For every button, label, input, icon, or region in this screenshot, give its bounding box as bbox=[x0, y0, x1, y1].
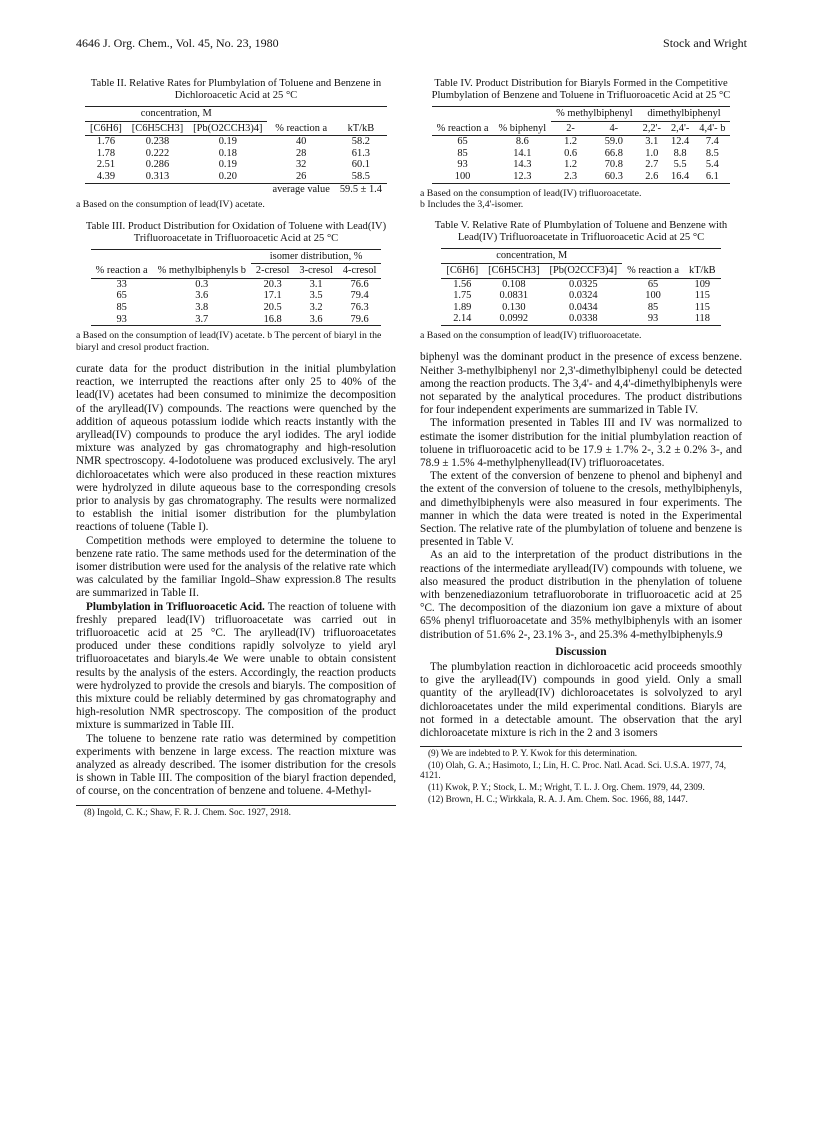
table-ii bbox=[76, 78, 396, 211]
table-ii-group-header: concentration, M bbox=[85, 107, 267, 122]
table-iv-footnote bbox=[420, 188, 742, 211]
table-row bbox=[441, 278, 720, 290]
table-cell: 93 bbox=[91, 314, 153, 326]
table-cell: 65 bbox=[647, 278, 659, 290]
table-iv-title: Product Distribution for Biaryls Formed in the Competitive Plumbylation of Benzene and Toluene in Trifluoroacetic Acid at 25 °C bbox=[431, 78, 731, 101]
table-cell: 3.6 bbox=[195, 290, 209, 302]
table-cell: 70.8 bbox=[604, 159, 623, 171]
table-cell: 12.3 bbox=[494, 171, 552, 183]
table-v-caption bbox=[420, 220, 742, 244]
footnote-rule bbox=[76, 805, 396, 806]
table-iv-col-header: % reaction a bbox=[432, 107, 494, 136]
table-cell: 85 bbox=[116, 301, 127, 313]
table-row bbox=[432, 148, 731, 160]
table-cell: 1.2 bbox=[564, 136, 578, 148]
header-journal: 4646 J. Org. Chem., Vol. 45, No. 23, 1980 bbox=[76, 36, 279, 50]
section-run-in-heading: Plumbylation in Trifluoroacetic Acid. bbox=[86, 600, 265, 613]
table-cell: 1.2 bbox=[564, 159, 578, 171]
table-iv-sub-header: 4- bbox=[590, 121, 638, 136]
table-cell: 0.0992 bbox=[483, 313, 544, 325]
table-cell: 0.0831 bbox=[499, 290, 529, 302]
table-iii-col-header: % reaction a bbox=[91, 249, 153, 278]
body-paragraph: curate data for the product distribution in the initial plumbylation reaction, we interrupted the reactions after only 25 to 40% of the lead(IV) acetates had been consumed to minimize the decomposition of the aryllead(IV) compounds. The reactions were quenched by the addition of aqueous potassium iodide which reacts instantly with the aryllead(IV) compounds to produce the aryl iodides. The aryl iodide mixture was analyzed by gas chromatography and high-resolution NMR spectroscopy. 4-Iodotoluene was produced exclusively. The aryl dichloroacetates which were also produced in these reaction mixtures were hydrolyzed in dilute aqueous base to the corresponding cresols prior to analysis by gas chromatography. The results were normalized to establish the initial isomer distribution for the plumbylation reactions of toluene (Table I). bbox=[76, 362, 396, 534]
table-row bbox=[85, 136, 387, 148]
table-row bbox=[432, 159, 731, 171]
table-ii-footnote: a Based on the consumption of lead(IV) acetate. bbox=[76, 199, 265, 211]
table-iv-sub-header: 2,2'- bbox=[638, 121, 666, 136]
table-cell: 85 bbox=[457, 147, 468, 159]
table-cell: 85 bbox=[647, 301, 659, 313]
table-cell: 100 bbox=[432, 171, 494, 183]
table-cell: 79.4 bbox=[350, 290, 369, 302]
table-ii-col-header: [C6H6] bbox=[85, 121, 127, 136]
table-v-col-header: [Pb(O2CCF3)4] bbox=[545, 263, 623, 278]
table-cell: 66.8 bbox=[604, 147, 623, 159]
table-iv-footnote-b: b Includes the 3,4'-isomer. bbox=[420, 198, 524, 210]
table-cell: 65 bbox=[457, 136, 468, 148]
table-cell: 76.6 bbox=[350, 278, 369, 290]
table-cell: 76.3 bbox=[350, 301, 369, 313]
table-iv bbox=[420, 78, 742, 210]
table-cell: 0.222 bbox=[145, 147, 170, 159]
table-v-title: Relative Rate of Plumbylation of Toluene and Benzene with Lead(IV) Trifluoroacetate in Trifluoroacetic Acid at 25 °C bbox=[457, 220, 728, 244]
table-cell: 1.0 bbox=[645, 147, 659, 159]
table-cell: 20.5 bbox=[263, 301, 282, 313]
table-iv-grid bbox=[432, 106, 731, 184]
table-ii-col-header: [C6H5CH3] bbox=[127, 121, 188, 136]
table-iii bbox=[76, 221, 396, 353]
table-v-col-header: [C6H5CH3] bbox=[483, 263, 544, 278]
table-ii-col-header: kT/kB bbox=[335, 121, 387, 136]
table-cell: 79.6 bbox=[338, 314, 381, 326]
table-iv-sub-header: 2,4'- bbox=[666, 121, 694, 136]
table-cell: 8.8 bbox=[673, 147, 687, 159]
body-paragraph bbox=[76, 601, 396, 733]
table-iii-caption bbox=[76, 221, 396, 245]
table-cell: 60.1 bbox=[351, 159, 370, 171]
table-v-label: Table V. bbox=[434, 220, 470, 232]
table-cell: 12.4 bbox=[671, 136, 690, 148]
table-iii-group-header: isomer distribution, % bbox=[251, 249, 381, 264]
table-iv-col-header: % biphenyl bbox=[494, 107, 552, 136]
table-cell: 109 bbox=[694, 278, 711, 290]
table-cell: 65 bbox=[116, 290, 127, 302]
body-text: The reaction of toluene with freshly prepared lead(IV) trifluoroacetate was carried out in trifluoroacetic acid at 25 °C. The aryllead(IV) trifluoroacetates produced under these conditions rapidly solvolyze to yield aryl trifluoroacetates and biaryls.4e We were unable to obtain consistent results by the analysis of the esters. Accordingly, the reaction products were hydrolyzed to provide the cresols and biaryls. The composition of this mixture could be reliably determined by gas chromatography and high-resolution NMR spectroscopy. The composition of the product mixture is summarized in Table III. bbox=[76, 600, 396, 732]
table-cell: 33 bbox=[116, 278, 127, 290]
table-cell: 0.286 bbox=[145, 159, 170, 171]
body-paragraph: biphenyl was the dominant product in the presence of excess benzene. Neither 3-methylbiphenyl nor 2,3'-dimethylbiphenyl could be detected among the reaction products. The 3,4'- and 4,4'-dimethylbiphenyls were not separated by the analytical procedures. The product distributions for four independent experiments are summarized in Table IV. bbox=[420, 351, 742, 417]
table-cell: 0.20 bbox=[188, 171, 267, 183]
footnote-rule bbox=[420, 746, 742, 747]
section-heading-discussion: Discussion bbox=[555, 645, 607, 658]
table-cell: 118 bbox=[684, 313, 721, 325]
body-paragraph: The extent of the conversion of benzene to phenol and biphenyl and the extent of the conversion of toluene to the cresols, methylbiphenyls, and dimethylbiphenyls were also measured in four experiments. The manner in which the data were treated is noted in the Experimental Section. The relative rate of the plumbylation of toluene and benzene is presented in Table V. bbox=[420, 470, 742, 549]
footnote: (12) Brown, H. C.; Wirkkala, R. A. J. Am. Chem. Soc. 1966, 88, 1447. bbox=[428, 793, 688, 804]
table-cell: 3.5 bbox=[309, 290, 323, 302]
table-cell: 0.6 bbox=[564, 147, 578, 159]
table-cell: 0.108 bbox=[502, 278, 526, 290]
table-cell: 3.1 bbox=[645, 136, 659, 148]
table-cell: 93 bbox=[457, 159, 468, 171]
table-cell: 16.4 bbox=[666, 171, 694, 183]
table-iii-col-header: % methylbiphenyls b bbox=[153, 249, 251, 278]
body-paragraph: The toluene to benzene rate ratio was determined by competition experiments with benzene in large excess. The reaction mixture was analyzed as already described. The isomer distribution for the cresols is shown in Table III. The composition of the biaryl fraction depended, of course, on the concentration of benzene and toluene. 4-Methyl- bbox=[76, 732, 396, 798]
table-iv-group-header: % methylbiphenyl bbox=[551, 107, 637, 122]
table-cell: 4.39 bbox=[85, 171, 127, 183]
body-paragraph: The plumbylation reaction in dichloroacetic acid proceeds smoothly to give the aryllead(IV) compounds in good yield. Only a small quantity of the aryllead(IV) dichloroacetates is solvolyzed to aryl dichloroacetates under the mild experimental conditions. Biaryls are not formed in a detectable amount. The observation that the aryl dichloroacetate mixture is rich in the 2 and 3 isomers bbox=[420, 661, 742, 740]
table-iii-sub-header: 2-cresol bbox=[251, 264, 294, 279]
running-header bbox=[76, 36, 747, 54]
table-cell: 5.4 bbox=[705, 159, 719, 171]
table-iv-caption bbox=[420, 78, 742, 102]
table-cell: 8.6 bbox=[515, 136, 529, 148]
table-iii-title: Product Distribution for Oxidation of Toluene with Lead(IV) Trifluoroacetate in Trifluoroacetic Acid at 25 °C bbox=[127, 220, 387, 244]
table-cell: 0.3 bbox=[195, 278, 209, 290]
table-cell: 2.3 bbox=[551, 171, 590, 183]
table-v-footnote: a Based on the consumption of lead(IV) trifluoroacetate. bbox=[420, 329, 642, 341]
table-cell: 60.3 bbox=[590, 171, 638, 183]
table-iv-sub-header: 2- bbox=[551, 121, 590, 136]
table-ii-average-value: 59.5 ± 1.4 bbox=[339, 183, 382, 195]
right-column bbox=[420, 78, 742, 805]
table-cell: 58.5 bbox=[335, 171, 387, 183]
table-v-col-header: [C6H6] bbox=[441, 263, 483, 278]
footnote: (8) Ingold, C. K.; Shaw, F. R. J. Chem. Soc. 1927, 2918. bbox=[84, 806, 291, 817]
table-row bbox=[441, 313, 720, 325]
table-cell: 7.4 bbox=[705, 136, 719, 148]
table-cell: 1.89 bbox=[453, 301, 472, 313]
table-iii-sub-header: 4-cresol bbox=[338, 264, 381, 279]
table-cell: 20.3 bbox=[263, 278, 282, 290]
table-cell: 14.1 bbox=[513, 147, 532, 159]
body-paragraph: As an aid to the interpretation of the product distributions in the reactions of the intermediate aryllead(IV) compounds with toluene, we also measured the product distribution in the phenylation of toluene with benzenediazonium tetrafluoroborate in trifluoroacetic acid at 25 °C. The decomposition of the diazonium ion gave a mixture of about 65% phenyl trifluoroacetate and 35% methylbiphenyls with an isomer distribution of 51.6% 2-, 23.1% 3-, and 25.3% 4-methylbiphenyls.9 bbox=[420, 549, 742, 641]
table-ii-label: Table II. bbox=[90, 78, 127, 89]
table-cell: 0.0434 bbox=[569, 301, 598, 313]
table-cell: 2.51 bbox=[96, 159, 116, 171]
table-cell: 28 bbox=[295, 147, 307, 159]
table-cell: 32 bbox=[295, 159, 307, 171]
table-cell: 40 bbox=[295, 136, 307, 148]
table-row bbox=[91, 314, 382, 326]
table-cell: 3.2 bbox=[309, 301, 323, 313]
left-column bbox=[76, 78, 396, 818]
table-cell: 3.8 bbox=[195, 301, 209, 313]
table-cell: 3.1 bbox=[309, 278, 323, 290]
table-cell: 2.14 bbox=[441, 313, 483, 325]
table-ii-grid bbox=[85, 106, 387, 195]
footnotes bbox=[76, 807, 396, 818]
table-cell: 17.1 bbox=[263, 290, 282, 302]
table-ii-col-header: % reaction a bbox=[267, 121, 334, 136]
table-iii-footnote: a Based on the consumption of lead(IV) acetate. b The percent of biaryl in the biaryl and cresol product fraction. bbox=[76, 330, 382, 353]
table-cell: 0.130 bbox=[502, 301, 526, 313]
table-row bbox=[441, 302, 720, 314]
table-ii-title: Relative Rates for Plumbylation of Toluene and Benzene in Dichloroacetic Acid at 25 °C bbox=[129, 78, 382, 101]
body-paragraph: Competition methods were employed to determine the toluene to benzene rate ratio. The same methods used for the determination of the isomer distribution were used for the analysis of the relative rate which was calculated by the familiar Ingold–Shaw expression.8 The results are summarized in Table II. bbox=[76, 534, 396, 600]
table-cell: 2.6 bbox=[638, 171, 666, 183]
table-cell: 100 bbox=[645, 290, 661, 302]
table-row bbox=[91, 302, 382, 314]
table-cell: 16.8 bbox=[251, 314, 294, 326]
table-cell: 0.238 bbox=[145, 136, 170, 148]
table-ii-col-header: [Pb(O2CCH3)4] bbox=[188, 121, 267, 136]
table-cell: 3.7 bbox=[153, 314, 251, 326]
table-row bbox=[85, 148, 387, 160]
table-cell: 0.18 bbox=[218, 147, 237, 159]
table-cell: 1.56 bbox=[453, 278, 472, 290]
table-cell: 0.0324 bbox=[569, 290, 598, 302]
footnotes bbox=[420, 748, 742, 804]
table-iii-label: Table III. bbox=[85, 220, 126, 232]
table-ii-caption bbox=[76, 78, 396, 102]
table-cell: 59.0 bbox=[604, 136, 623, 148]
table-cell: 58.2 bbox=[351, 136, 370, 148]
table-cell: 0.0338 bbox=[545, 313, 623, 325]
table-v-col-header: kT/kB bbox=[684, 263, 721, 278]
table-v-col-header: % reaction a bbox=[622, 263, 684, 278]
footnote: (10) Olah, G. A.; Hasimoto, I.; Lin, H. C. Proc. Natl. Acad. Sci. U.S.A. 1977, 74, 4121. bbox=[420, 759, 727, 781]
table-cell: 2.7 bbox=[645, 159, 659, 171]
table-iv-group-header: dimethylbiphenyl bbox=[638, 107, 731, 122]
table-row bbox=[432, 171, 731, 183]
body-paragraph: The information presented in Tables III and IV was normalized to estimate the isomer distribution for the initial plumbylation reaction of toluene in trifluoroacetic acid to be 17.9 ± 1.7% 2-, 3.2 ± 0.2% 3-, and 78.9 ± 1.5% 4-methylphenyllead(IV) trifluoroacetates. bbox=[420, 417, 742, 469]
table-cell: 0.19 bbox=[218, 159, 237, 171]
table-cell: 3.6 bbox=[294, 314, 337, 326]
table-cell: 0.313 bbox=[127, 171, 188, 183]
table-cell: 1.75 bbox=[453, 290, 472, 302]
table-iv-label: Table IV. bbox=[434, 78, 473, 89]
table-row bbox=[441, 290, 720, 302]
table-ii-average-label: average value bbox=[272, 183, 330, 195]
table-iii-grid bbox=[91, 249, 382, 327]
table-cell: 6.1 bbox=[694, 171, 730, 183]
table-row bbox=[91, 278, 382, 290]
table-v-grid bbox=[441, 248, 720, 326]
table-row bbox=[91, 290, 382, 302]
footnote: (9) We are indebted to P. Y. Kwok for this determination. bbox=[428, 748, 638, 759]
header-authors: Stock and Wright bbox=[663, 36, 747, 50]
table-cell: 0.19 bbox=[218, 136, 237, 148]
table-cell: 1.78 bbox=[96, 147, 116, 159]
table-iii-sub-header: 3-cresol bbox=[294, 264, 337, 279]
table-row bbox=[85, 171, 387, 183]
table-row bbox=[432, 136, 731, 148]
table-v-group-header: concentration, M bbox=[441, 249, 622, 264]
table-cell: 8.5 bbox=[705, 147, 719, 159]
table-cell: 26 bbox=[267, 171, 334, 183]
table-iv-footnote-a: a Based on the consumption of lead(IV) trifluoroacetate. bbox=[420, 187, 642, 199]
table-cell: 0.0325 bbox=[569, 278, 598, 290]
table-cell: 115 bbox=[694, 290, 710, 302]
table-cell: 61.3 bbox=[351, 147, 370, 159]
footnote: (11) Kwok, P. Y.; Stock, L. M.; Wright, T. L. J. Org. Chem. 1979, 44, 2309. bbox=[428, 782, 705, 793]
table-iv-sub-header: 4,4'- b bbox=[694, 121, 730, 136]
table-row bbox=[85, 159, 387, 171]
table-v bbox=[420, 220, 742, 341]
table-cell: 5.5 bbox=[673, 159, 687, 171]
table-cell: 115 bbox=[694, 301, 710, 313]
table-cell: 93 bbox=[622, 313, 684, 325]
table-cell: 1.76 bbox=[96, 136, 116, 148]
table-cell: 14.3 bbox=[513, 159, 532, 171]
